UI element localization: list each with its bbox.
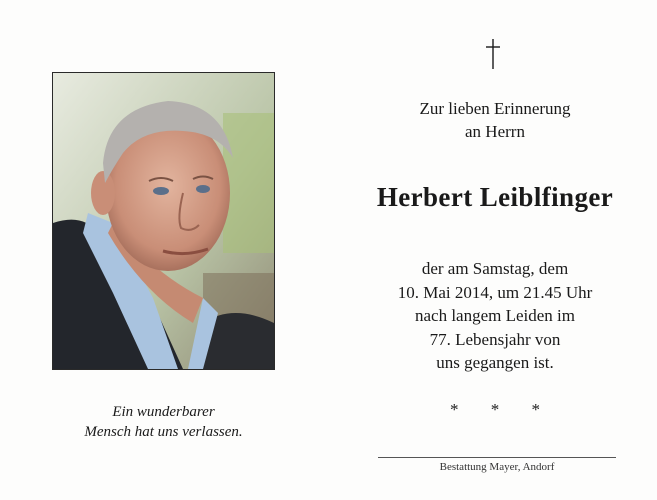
stars-divider: * * * xyxy=(450,400,554,419)
obituary-line-5: uns gegangen ist. xyxy=(436,353,554,372)
quote-line-1: Ein wunderbarer xyxy=(112,404,215,420)
obituary-line-3: nach langem Leiden im xyxy=(414,306,576,325)
intro-line-2: an Herrn xyxy=(465,122,525,141)
funeral-home: Bestattung Mayer, Andorf xyxy=(439,461,555,473)
obituary-line-1: der am Samstag, dem xyxy=(421,259,569,278)
obituary-text xyxy=(340,257,650,375)
intro-line-1: Zur lieben Erinnerung xyxy=(419,99,571,118)
deceased-name: Herbert Leiblfinger xyxy=(376,182,614,212)
obituary-line-2: 10. Mai 2014, um 21.45 Uhr xyxy=(397,282,593,302)
cross-icon xyxy=(483,38,503,70)
obituary-line-4: 77. Lebensjahr von xyxy=(429,329,561,349)
portrait-photo xyxy=(52,72,275,370)
divider-line xyxy=(378,457,616,458)
memorial-quote xyxy=(52,402,275,442)
quote-line-2: Mensch hat uns verlassen. xyxy=(84,424,243,440)
intro-text xyxy=(340,97,650,143)
